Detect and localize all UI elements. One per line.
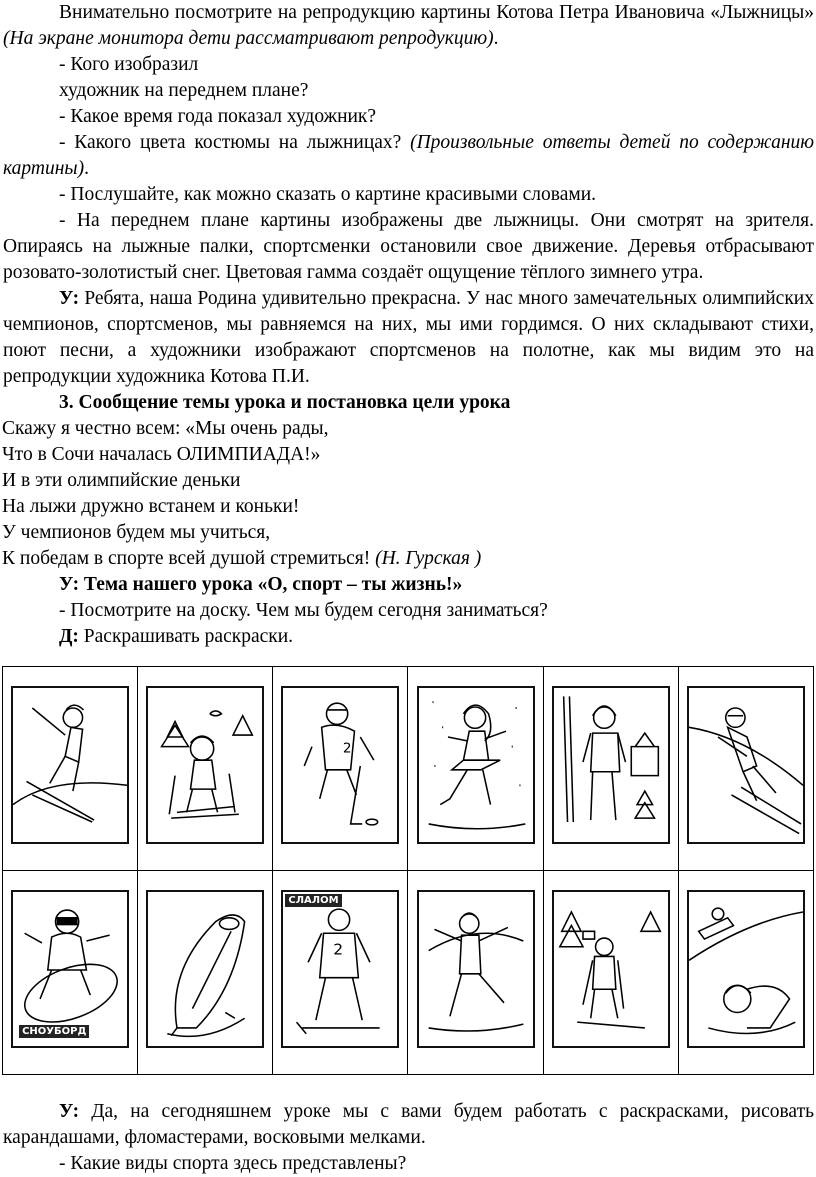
- children-answer: [0, 624, 816, 650]
- svg-text:2: 2: [333, 940, 344, 959]
- listen-line: - Послушайте, как можно сказать о картине красивыми словами.: [59, 184, 597, 205]
- table-row: [3, 667, 814, 871]
- table-cell: [408, 871, 543, 1075]
- closing-teacher-label: У:: [59, 1101, 80, 1122]
- poem: [0, 416, 816, 572]
- topic-line: У: Тема нашего урока «О, спорт – ты жизнь!»: [59, 574, 463, 595]
- table-cell: [408, 667, 543, 871]
- closing-teacher-text: Да, на сегодняшнем уроке мы с вами будем работать с раскрасками, рисовать карандашами, фломастерами, восковыми мелками.: [3, 1101, 814, 1148]
- table-cell: [138, 667, 273, 871]
- question-3-note: (Произвольные ответы детей по содержанию картины): [3, 132, 814, 179]
- coloring-image-cross-country-skier: [552, 890, 670, 1048]
- description-paragraph: - На переднем плане картины изображены две лыжницы. Они смотрят на зрителя. Опираясь на лыжные палки, спортсменки остановили свое движение. Деревья отбрасывают розовато-золотистый снег. Цветовая гамма создаёт ощущение тёплого зимнего утра.: [3, 210, 814, 283]
- board-question: - Посмотрите на доску. Чем мы будем сегодня заниматься?: [59, 600, 548, 621]
- poem-author: (Н. Гурская ): [375, 548, 482, 569]
- question-2: - Какое время года показал художник?: [59, 106, 377, 127]
- coloring-image-hockey-player: [281, 686, 399, 844]
- coloring-image-bobsleigh: [146, 890, 264, 1048]
- poem-line: На лыжи дружно встанем и коньки!: [2, 496, 300, 517]
- teacher-text: Ребята, наша Родина удивительно прекрасна. У нас много замечательных олимпийских чемпионов, спортсменов, мы равняемся на них, мы ими гордимся. О них складывают стихи, поют песни, а художники изображают спортсменов на полотне, как мы видим это на репродукции художника Котова П.И.: [3, 288, 814, 387]
- table-cell: [678, 667, 813, 871]
- table-cell: [543, 667, 678, 871]
- table-row: [3, 871, 814, 1075]
- poem-line: Что в Сочи началась ОЛИМПИАДА!»: [2, 444, 321, 465]
- closing-question: - Какие виды спорта здесь представлены?: [59, 1153, 407, 1174]
- intro-note: (На экране монитора дети рассматривают репродукцию): [3, 28, 494, 49]
- coloring-image-downhill-skier: [687, 686, 805, 844]
- children-answer-text: Раскрашивать раскраски.: [78, 626, 294, 647]
- table-cell: [678, 871, 813, 1075]
- table-cell: [3, 667, 138, 871]
- coloring-image-skater-boy: [417, 890, 535, 1048]
- coloring-image-figure-skater: [417, 686, 535, 844]
- poem-line-last: [2, 546, 816, 572]
- coloring-image-snowboarder: [11, 890, 129, 1048]
- coloring-pages-table: [2, 666, 814, 1075]
- children-label: Д:: [59, 626, 79, 647]
- closing-teacher-paragraph: [0, 1099, 816, 1151]
- table-cell: [273, 667, 408, 871]
- slalom-tag: СЛАЛОМ: [285, 894, 341, 907]
- teacher-paragraph: [0, 286, 816, 390]
- intro-text: Внимательно посмотрите на репродукцию картины Котова Петра Ивановича «Лыжницы»: [59, 2, 814, 23]
- poem-line: И в эти олимпийские деньки: [2, 470, 241, 491]
- poem-line: Скажу я честно всем: «Мы очень рады,: [2, 418, 329, 439]
- table-cell: [543, 871, 678, 1075]
- intro-paragraph: [0, 0, 816, 52]
- table-cell: [138, 871, 273, 1075]
- table-cell: [273, 871, 408, 1075]
- table-cell: [3, 871, 138, 1075]
- snowboard-tag: СНОУБОРД: [19, 1025, 89, 1038]
- question-3-end: .: [84, 158, 89, 179]
- poem-line-text: К победам в спорте всей душой стремиться!: [2, 548, 376, 569]
- question-3: [0, 130, 816, 182]
- teacher-label: У:: [59, 288, 80, 309]
- coloring-image-girl-with-skis: [552, 686, 670, 844]
- coloring-image-slalom-skier: [281, 890, 399, 1048]
- intro-end: .: [493, 28, 499, 49]
- poem-line: У чемпионов будем мы учиться,: [2, 522, 271, 543]
- question-1a: - Кого изобразил: [59, 54, 199, 75]
- svg-text:2: 2: [343, 739, 352, 756]
- coloring-image-skier-boy: [146, 686, 264, 844]
- coloring-image-skier-girl: [11, 686, 129, 844]
- question-3-text: - Какого цвета костюмы на лыжницах?: [59, 132, 411, 153]
- question-1b: художник на переднем плане?: [59, 80, 309, 101]
- section-heading: 3. Сообщение темы урока и постановка цели урока: [59, 392, 511, 413]
- coloring-image-sledding: [687, 890, 805, 1048]
- closing-section: [0, 1099, 816, 1177]
